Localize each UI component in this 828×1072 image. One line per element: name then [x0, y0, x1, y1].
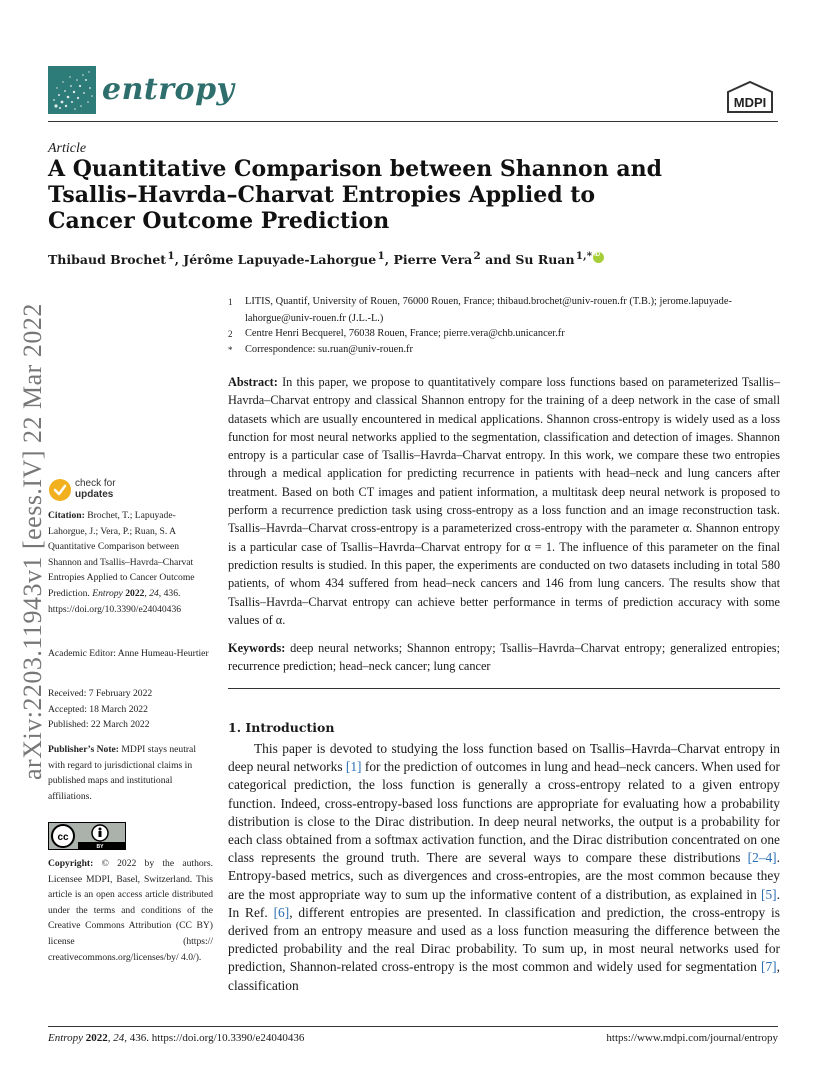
check-updates-icon: [48, 478, 72, 502]
section-heading: 1. Introduction: [228, 720, 335, 735]
dates-block: [48, 686, 213, 733]
svg-text:BY: BY: [96, 844, 104, 850]
author-name: Su Ruan: [515, 252, 575, 268]
affiliation-text: Correspondence: su.ruan@univ-rouen.fr: [245, 344, 413, 355]
citation-volume: 24: [149, 587, 159, 599]
article-type: Article: [48, 141, 87, 156]
citation-year: 2022: [125, 587, 145, 599]
copyright-text: © 2022 by the authors. Licensee MDPI, Basel, Switzerland. This article is an open access article distributed under the terms and conditions of the Creative Commons Attribution (CC BY) license (https:// creativecommons.org/licenses/by/ 4.0/).: [48, 858, 213, 963]
citation-block: Citation: Brochet, T.; Lapuyade-Lahorgue, J.; Vera, P.; Ruan, S. A Quantitative Comparison between Shannon and Tsallis–Havrda–Charvat Entropies Applied to Cancer Outcome Prediction. Entropy 2022, 24, 436. https://doi.org/10.3390/e24040436: [48, 510, 195, 615]
footer-volume: 24: [113, 1032, 125, 1044]
copyright-block: [48, 856, 213, 965]
abstract-label: Abstract:: [228, 375, 278, 389]
author-affiliation-mark: 1: [167, 250, 175, 262]
introduction-paragraph: [228, 740, 780, 995]
author-separator: and: [480, 252, 516, 268]
citation-link[interactable]: [2–4]: [747, 850, 777, 866]
journal-name: entropy: [102, 72, 235, 107]
abstract: [228, 373, 780, 629]
keywords-text: deep neural networks; Shannon entropy; Tsallis–Havrda–Charvat entropy; generalized entropies; recurrence prediction; head–neck cancer; lung cancer: [228, 641, 780, 674]
intro-text: . In Ref.: [228, 886, 780, 920]
citation-link[interactable]: [1]: [345, 759, 362, 775]
footer-citation: Entropy 2022, 24, 436. https://doi.org/10.3390/e24040436: [48, 1032, 305, 1044]
citation-text: Brochet, T.; Lapuyade-Lahorgue, J.; Vera, P.; Ruan, S. A Quantitative Comparison between Shannon and Tsallis–Havrda–Charvat Entropies Applied to Cancer Outcome Prediction.: [48, 510, 195, 599]
mdpi-logo-text: MDPI: [733, 95, 767, 110]
intro-text: , classification: [228, 959, 780, 993]
affiliation-item: [228, 326, 780, 343]
cc-icon: cc: [57, 832, 69, 843]
keywords-label: Keywords:: [228, 641, 286, 655]
author-name: Pierre Vera: [393, 252, 473, 268]
affiliation-item: [228, 342, 780, 359]
intro-text: This paper is devoted to studying the loss function based on Tsallis–Havrda–Charvat entropy in deep neural networks: [228, 741, 780, 775]
author-list: [48, 250, 748, 267]
footer-rule: [48, 1026, 778, 1027]
author-affiliation-mark: 2: [473, 250, 481, 262]
header-rule: [48, 121, 778, 122]
published-date: Published: 22 March 2022: [48, 719, 150, 731]
citation-journal: Entropy: [92, 587, 123, 599]
publisher-note: [48, 742, 213, 804]
copyright-label: Copyright:: [48, 858, 94, 869]
citation-link[interactable]: [5]: [761, 886, 777, 902]
author-separator: ,: [174, 252, 184, 268]
author-separator: ,: [384, 252, 394, 268]
affiliation-mark: 2: [228, 329, 233, 339]
by-person-icon: [99, 831, 102, 837]
affiliation-text: LITIS, Quantif, University of Rouen, 76000 Rouen, France; thibaud.brochet@univ-rouen.fr (T.B.); jerome.lapuyade-lahorgue@univ-rouen.fr (J.L.-L.): [245, 296, 732, 324]
cc-by-license-badge[interactable]: [48, 822, 126, 850]
received-date: Received: 7 February 2022: [48, 688, 153, 699]
affiliation-mark: *: [228, 345, 233, 355]
author-affiliation-mark: 1: [377, 250, 385, 262]
check-updates-line1: check for: [75, 478, 116, 489]
abstract-text: In this paper, we propose to quantitatively compare loss functions based on parameterized Tsallis–Havrda–Charvat entropy and classical Shannon entropy for the training of a deep network in the case of small datasets which are usually encountered in medical applications. Shannon cross-entropy is widely used as a loss function for most neural networks applied to the segmentation, classification and detection of images. Shannon entropy is a particular case of Tsallis–Havrda–Charvat entropy. In this work, we compare these two entropies through a medical application for predicting recurrence in patients with head–neck and lung cancers after treatment. Based on both CT images and patient information, a multitask deep neural network is proposed to perform a recurrence prediction task using cross-entropy as a loss function and an image reconstruction task. Tsallis–Havrda–Charvat cross-entropy is a parameterized cross-entropy with the parameter α. Shannon entropy is a particular case of Tsallis–Havrda–Charvat entropy for α = 1. The influence of this parameter on the final prediction results is studied. In this paper, the experiments are conducted on two datasets including in total 580 patients, of whom 434 suffered from head–neck cancers and 146 from lung cancers. The results show that Tsallis–Havrda–Charvat entropy can achieve better performance in terms of prediction accuracy with some values of α.: [228, 375, 780, 627]
publisher-note-label: Publisher’s Note:: [48, 744, 119, 755]
affiliation-mark: 1: [228, 297, 233, 307]
intro-text: . Entropy-based metrics, such as divergences and cross-entropies, are the most common because they are the most appropriate way to sum up the informative content of a distribution, as explained in: [228, 850, 780, 902]
academic-editor: Academic Editor: Anne Humeau-Heurtier: [48, 648, 209, 659]
orcid-icon[interactable]: [593, 252, 604, 263]
intro-text: for the prediction of outcomes in lung and head–neck cancers. When used for categorical prediction, the loss function is generally a cross-entropy related to a given entropy function. Indeed, cross-entropy-based loss functions are appropriate for evaluating how a probability distribution is close to the Dirac distribution. In deep neural networks, the output is a probability for each class obtained from a softmax activation function, and the Dirac distribution concentrated on one class represents the ground truth. There are several ways to compare these distributions: [228, 759, 781, 866]
entropy-logo-icon: [48, 66, 96, 114]
abstract-rule: [228, 688, 780, 689]
citation-pages: , 436.: [158, 587, 181, 599]
arxiv-stamp: arXiv:2203.11943v1 [eess.IV] 22 Mar 2022: [18, 303, 47, 780]
mdpi-logo: [722, 80, 778, 116]
citation-link[interactable]: [6]: [273, 904, 290, 920]
author-affiliation-mark: 1,*: [575, 250, 593, 262]
footer-year: 2022: [85, 1032, 108, 1044]
footer-doi[interactable]: , 436. https://doi.org/10.3390/e24040436: [124, 1032, 305, 1044]
footer-journal-url[interactable]: https://www.mdpi.com/journal/entropy: [606, 1032, 778, 1044]
author-name: Jérôme Lapuyade-Lahorgue: [183, 252, 377, 268]
paper-title: A Quantitative Comparison between Shannon and Tsallis–Havrda–Charvat Entropies Applied to Cancer Outcome Prediction: [48, 156, 663, 234]
affiliation-text: Centre Henri Becquerel, 76038 Rouen, France; pierre.vera@chb.unicancer.fr: [245, 328, 565, 339]
citation-doi-link[interactable]: https://doi.org/10.3390/e24040436: [48, 603, 182, 615]
keywords: [228, 639, 780, 676]
accepted-date: Accepted: 18 March 2022: [48, 703, 148, 715]
intro-text: , different entropies are presented. In classification and prediction, the cross-entropy is derived from an entropy measure and used as a loss function measuring the difference between the predicted probability and the real Dirac probability. To sum up, in most neural networks used for prediction, Shannon-related cross-entropy is the most common and widely used for segmentation: [228, 904, 780, 975]
author-name: Thibaud Brochet: [48, 252, 167, 268]
affiliation-item: [228, 294, 780, 328]
check-for-updates-button[interactable]: [48, 478, 128, 502]
journal-logo: [48, 66, 248, 116]
citation-link[interactable]: [7]: [761, 959, 777, 975]
check-updates-line2: updates: [75, 489, 114, 500]
footer-journal: Entropy: [48, 1032, 84, 1044]
publisher-note-text: MDPI stays neutral with regard to jurisdictional claims in published maps and institutional affiliations.: [48, 744, 196, 802]
citation-label: Citation:: [48, 510, 85, 521]
